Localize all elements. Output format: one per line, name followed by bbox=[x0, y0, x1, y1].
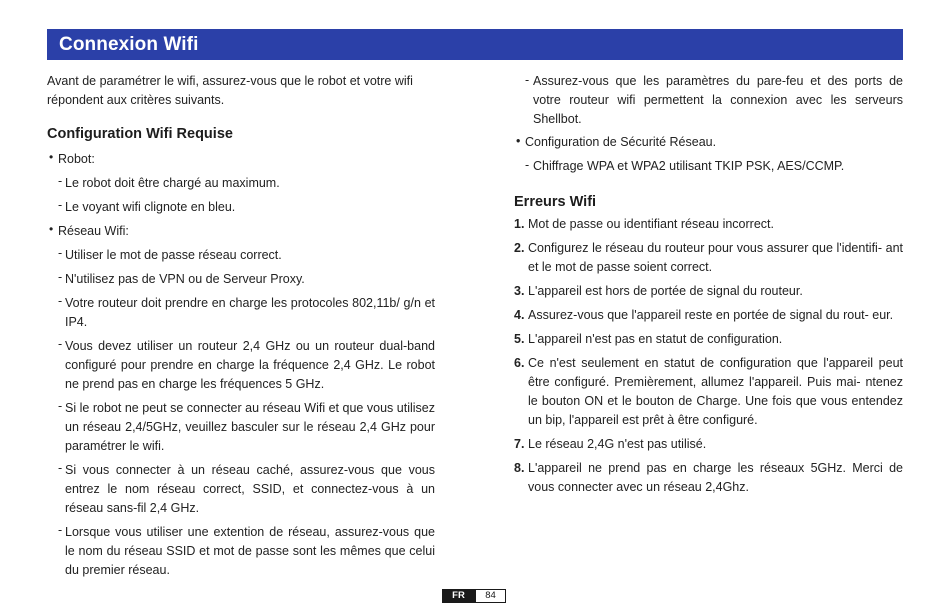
error-number: 4. bbox=[514, 308, 525, 322]
dash-marker: - bbox=[58, 246, 63, 260]
error-number: 7. bbox=[514, 437, 525, 451]
error-number: 3. bbox=[514, 284, 525, 298]
page-footer bbox=[442, 589, 506, 603]
error-number: 2. bbox=[514, 241, 525, 255]
list-item: - N'utilisez pas de VPN ou de Serveur Proxy. bbox=[58, 270, 305, 286]
requirements-heading: Configuration Wifi Requise bbox=[47, 126, 233, 142]
error-number: 5. bbox=[514, 332, 525, 346]
dash-marker: - bbox=[58, 399, 63, 413]
language-badge: FR bbox=[442, 589, 475, 603]
security-bullet bbox=[514, 133, 903, 152]
error-number: 6. bbox=[514, 356, 525, 370]
intro-paragraph: Avant de paramétrer le wifi, assurez-vous que le robot et votre wifi répondent aux critères suivants. bbox=[47, 74, 413, 107]
list-item: - Lorsque vous utiliser une extention de réseau, assurez-vous que le nom du réseau SSID et mot de passe sont les mêmes que celui du premier réseau. bbox=[58, 523, 435, 577]
robot-bullet bbox=[47, 150, 435, 169]
error-item: 1. Mot de passe ou identifiant réseau incorrect. bbox=[514, 215, 903, 234]
dash-marker: - bbox=[525, 158, 530, 172]
error-item: 6. Ce n'est seulement en statut de configuration que l'appareil peut être configuré. Premièrement, allumez l'appareil. Puis mai- ntenez le bouton ON et le bouton de Charge. Une fois que vous entendez un bip, l'appareil est prêt à être configuré. bbox=[514, 356, 903, 427]
dash-marker: - bbox=[525, 73, 530, 87]
section-banner bbox=[47, 29, 903, 60]
network-label: Réseau Wifi: bbox=[58, 224, 129, 238]
error-item: 3. L'appareil est hors de portée de signal du routeur. bbox=[514, 282, 903, 301]
security-label: Configuration de Sécurité Réseau. bbox=[525, 135, 717, 149]
list-item: - Votre routeur doit prendre en charge les protocoles 802,11b/ g/n et IP4. bbox=[58, 294, 435, 329]
left-column bbox=[47, 72, 435, 585]
dash-marker: - bbox=[58, 198, 63, 212]
right-column bbox=[514, 72, 903, 502]
dash-marker: - bbox=[58, 270, 63, 284]
error-number: 8. bbox=[514, 461, 525, 475]
list-item: - Le voyant wifi clignote en bleu. bbox=[58, 198, 236, 214]
bullet-dot-icon: • bbox=[49, 150, 54, 164]
error-item: 7. Le réseau 2,4G n'est pas utilisé. bbox=[514, 435, 903, 454]
dash-marker: - bbox=[58, 174, 63, 188]
list-item: - Si vous connecter à un réseau caché, assurez-vous que vous entrez le nom réseau correct, SSID, et connectez-vous à un réseau sans-fil 2,4 GHz. bbox=[58, 461, 435, 515]
list-item: - Le robot doit être chargé au maximum. bbox=[58, 174, 280, 190]
dash-marker: - bbox=[58, 337, 63, 351]
dash-marker: - bbox=[58, 294, 63, 308]
robot-label: Robot: bbox=[58, 152, 95, 166]
list-item: - Utiliser le mot de passe réseau correct. bbox=[58, 246, 282, 262]
error-number: 1. bbox=[514, 217, 525, 231]
bullet-dot-icon: • bbox=[516, 134, 521, 148]
list-item: - Vous devez utiliser un routeur 2,4 GHz ou un routeur dual-band configuré pour prendre en charge la fréquence 2,4 GHz. Le robot ne prend pas en charge les fréquences 5 GHz. bbox=[58, 337, 435, 391]
list-item: - Assurez-vous que les paramètres du pare-feu et des ports de votre routeur wifi permettent la connexion avec les serveurs Shellbot. bbox=[525, 73, 903, 126]
page-number: 84 bbox=[475, 589, 506, 603]
network-bullet bbox=[47, 222, 435, 241]
list-item: - Si le robot ne peut se connecter au réseau Wifi et que vous utilisez un réseau 2,4/5GHz, veuillez basculer sur le réseau 2,4 GHz pour paramétrer le wifi. bbox=[58, 399, 435, 453]
error-item: 5. L'appareil n'est pas en statut de configuration. bbox=[514, 330, 903, 349]
list-item: - Chiffrage WPA et WPA2 utilisant TKIP PSK, AES/CCMP. bbox=[525, 158, 845, 173]
errors-heading: Erreurs Wifi bbox=[514, 194, 597, 210]
error-item: 8. L'appareil ne prend pas en charge les réseaux 5GHz. Merci de vous connecter avec un réseau 2,4Ghz. bbox=[514, 461, 903, 494]
error-item: 2. Configurez le réseau du routeur pour vous assurer que l'identifi- ant et le mot de passe soient correct. bbox=[514, 241, 903, 274]
dash-marker: - bbox=[58, 523, 63, 537]
dash-marker: - bbox=[58, 461, 63, 475]
error-item: 4. Assurez-vous que l'appareil reste en portée de signal du rout- eur. bbox=[514, 306, 903, 325]
page-title: Connexion Wifi bbox=[59, 33, 199, 55]
bullet-dot-icon: • bbox=[49, 222, 54, 236]
